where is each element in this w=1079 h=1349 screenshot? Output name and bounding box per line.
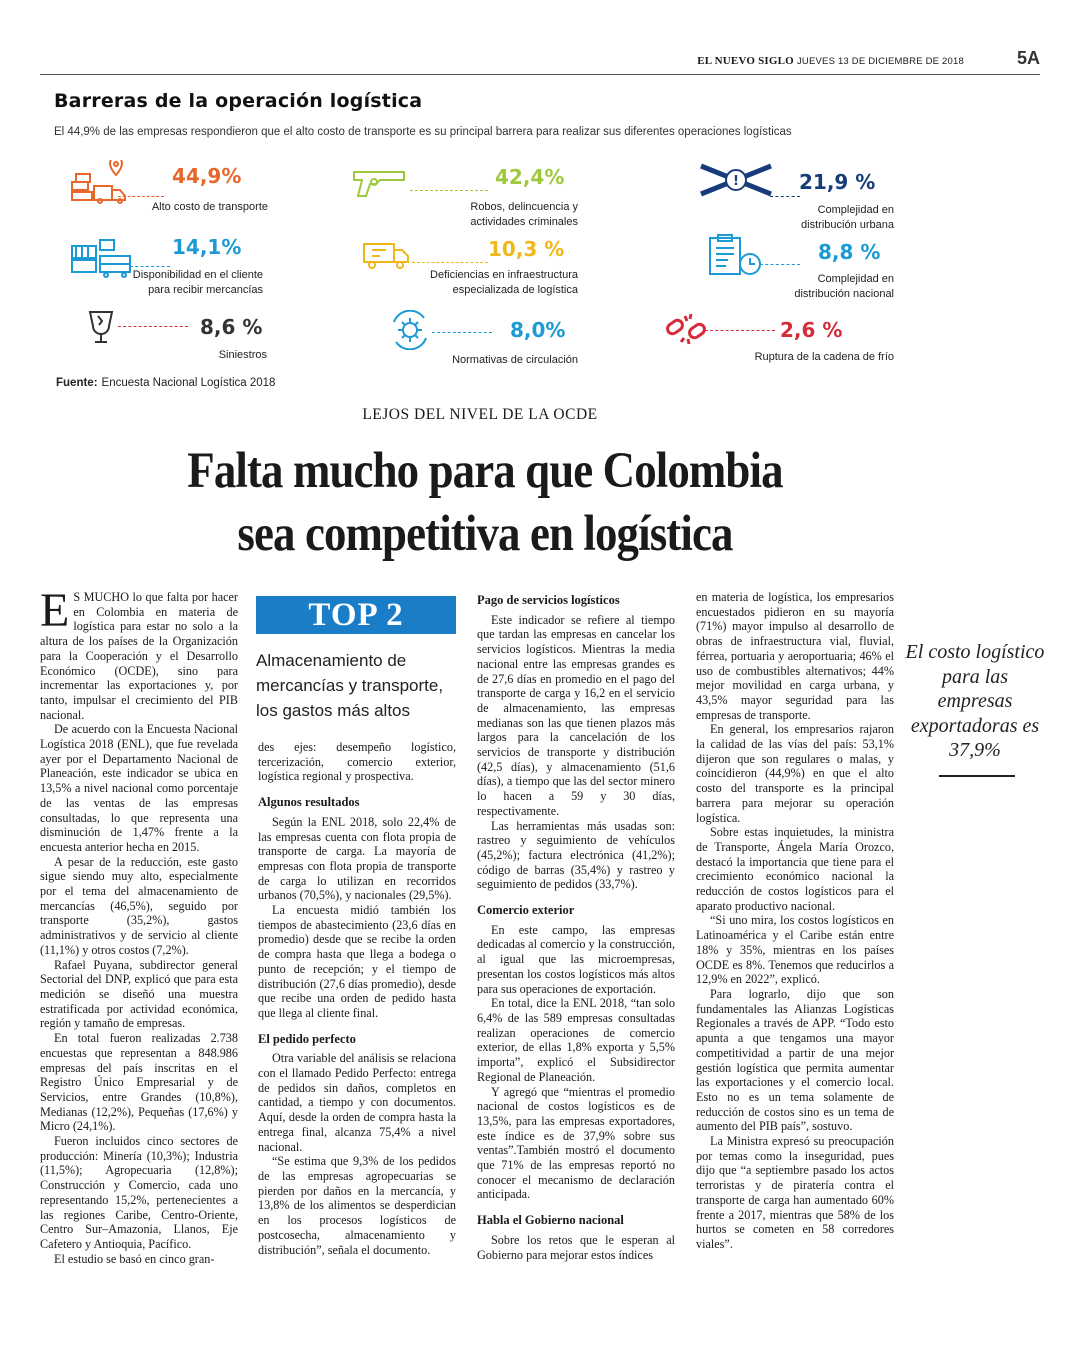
stat-label: Complejidad en distribución urbana [801,204,894,231]
truck-location-icon [70,160,136,204]
road-barrier-icon [695,160,781,200]
article-column-1: E S MUCHO lo que falta por hacer en Colombia en materia de logística para estar no solo a la altura de los países de la Organización para la Cooperación y el Desarrollo Económico (OCDE), sino para incrementar las exportaciones y, por tanto, impulsar el crecimiento del PIB nacional. De acuerdo con la Encuesta Nacional Logística 2018 (ENL), que fue revelada ayer por el Departamento Nacional de Planeación, este indicador se ubica en 13,5% a nivel nacional como porcentaje de las ventas de las empresas consultadas, lo que representa una disminución de 1,47% frente a la encuesta anterior hecha en 2015. A pesar de la reducción, este gasto sigue siendo muy alto, especialmente por el tema del almacenamiento de mercancías (46,5%), seguido por transporte (35,2%), gastos administrativos y de servicio al cliente (11,1%) y otros costos (7,2%). Rafael Puyana, subdirector general Sectorial del DNP, explicó que para esta medición se diseñó una muestra estratificada por actividad económica, región y tamaño de empresas. En total fueron realizadas 2.738 encuestas que representan a 848.986 empresas del país inscritas en el Registro Único Empresarial y de Servicios, entre Grandes (10,8%), Medianas (12,2%), Pequeñas (17,6%) y Micro (24,1%). Fueron incluidos cinco sectores de producción: Minería (10,3%); Industria (11,5%); Agropecuaria (12,8%); Construcción y Comercio, cada uno representando 15,2%, pertenecientes a las regiones Caribe, Centro-Oriente, Centro Sur–Amazonia, Llanos, Eje Cafetero y Antioquia, Pacífico. El estudio se basó en cinco gran- [40,584,238,1266]
dashed-connector [412,262,488,263]
stat-value: 8,6 % [200,315,263,339]
paragraph: La Ministra expresó su preocupación por temas como la inseguridad, pues dijo que “a septiembre pasado los actos terroristas y de piratería contra el transporte de carga han aumentado 60% frente a 2017, mientras que 58% de los hurtos se cometen en 58 corredores viales”. [696,1134,894,1251]
infographic-title: Barreras de la operación logística [54,90,423,112]
page-number: 5A [1016,48,1040,68]
dashed-connector [130,266,170,267]
stat-value: 21,9 % [799,170,876,194]
dashed-connector [118,196,164,197]
paragraph: Sobre los retos que le esperan al Gobierno para mejorar estos índices [477,1232,675,1262]
section-heading: El pedido perfecto [258,1031,356,1046]
paragraph: En este campo, las empresas dedicadas al comercio y la construcción, al igual que las microempresas, presentan los costos logísticos más altos para sus operaciones de exportación. [477,922,675,996]
paragraph: En total, dice la ENL 2018, “tan solo 6,4% de las 589 empresas consultadas realizan operaciones de comercio exterior, de ellas 1,8% exporta y 5,5% importa”, explicó el Subsidirector Regional de Planeación. [477,996,675,1084]
paragraph: Otra variable del análisis se relaciona con el llamado Pedido Perfecto: entrega de pedidos sin daños, completos en cantidad, a tiempo y con documentos. Aquí, desde la orden de compra hasta la entrega final, alcanza 75,4% a nivel nacional. [258,1051,456,1154]
paragraph: El estudio se basó en cinco gran- [54,1251,215,1266]
svg-text:!: ! [733,174,739,189]
masthead [40,50,1040,75]
stat-label: Robos, delincuencia y actividades criminales [470,201,578,228]
stat-value: 8,0% [510,318,566,342]
stat-value: 14,1% [172,235,242,259]
broken-chain-icon [665,312,709,346]
article-kicker: LEJOS DEL NIVEL DE LA OCDE [362,406,598,423]
paragraph: des ejes: desempeño logístico, tercerización, comercio exterior, logística regional y prospectiva. [258,740,456,784]
paragraph: De acuerdo con la Encuesta Nacional Logística 2018 (ENL), que fue revelada ayer por el Departamento Nacional de Planeación, este indicador se ubica en 13,5% a nivel nacional como porcentaje de las ventas de las empresas consultadas, lo que representa una disminución de 1,47% frente a la encuesta anterior hecha en 2015. [40,722,238,854]
paragraph: En total fueron realizadas 2.738 encuestas que representan a 848.986 empresas del país inscritas en el Registro Único Empresarial y de Servicios, entre Grandes (10,8%), Medianas (12,2%), Pequeñas (17,6%) y Micro (24,1%). [40,1031,238,1134]
article-column-4 [696,590,894,1252]
stat-label: Complejidad en distribución nacional [794,273,894,300]
paragraph: Sobre estas inquietudes, la ministra de Transporte, Ángela María Orozco, destacó la importancia que tiene para el crecimiento económico nacional la reducción de costos logísticos para el aparato productivo nacional. [696,825,894,913]
stat-value: 44,9% [172,164,242,188]
stat-label: Alto costo de transporte [151,201,268,213]
paragraph: Este indicador se refiere al tiempo que tardan las empresas en cancelar los servicios logísticos. Mientras la media nacional entre las empresas grandes es de 27,6 días en promedio en el pago del transporte de carga y 16,2 en el servicio de almacenamiento, las empresas medianas son las que tienen plazos más largos para la cancelación de los servicios de transporte y distribución (42,5 días), y almacenamiento (51,6 días), a tiempo que las del sector minero lo hacen a 59 y 30 días, respectivamente. [477,612,675,818]
issue-date: JUEVES 13 DE DICIEMBRE DE 2018 [796,56,964,67]
article-column-3 [477,590,675,1262]
stat-value: 8,8 % [818,240,881,264]
section-heading: Algunos resultados [258,795,360,810]
paragraph: Las herramientas más usadas son: rastreo y seguimiento de vehículos (45,2%); factura electrónica (41,2%); código de barras (35,4%) y rastreo y seguimiento de pedidos (33,7%). [477,818,675,892]
dashed-connector [760,264,800,265]
stat-label: Normativas de circulación [452,354,578,366]
stat-label: Deficiencias en infraestructura especializada de logística [430,269,578,296]
top2-badge: TOP 2 [256,596,456,634]
stat-value: 42,4% [495,165,565,189]
pull-quote: El costo logístico para las empresas exportadoras es 37,9% [905,641,1045,761]
clipboard-clock-icon [706,234,766,278]
paragraph: Y agregó que “mientras el promedio nacional de costos logísticos es de 13,5%, para las empresas exportadores, este índice es de 37,9% sobre sus ventas”.También mostró el documento que 71% de las empresas reportó no conocer el mecanismo de declaración anticipada. [477,1084,675,1202]
paragraph: “Si uno mira, los costos logísticos en Latinoamérica y el Caribe están entre 18% y 35%, mientras en los países OCDE es 8%. Tenemos que reducirlos a 12,9% en 2022”, explicó. [696,913,894,987]
paragraph: en materia de logística, los empresarios encuestados pidieron en su mayoría (71%) mayor impulso al desarrollo de obras de infraestructura vial, fluvial, férrea, portuaria y aeroportuaria; 46% el uso de combustibles alternativos; 44% mejor movilidad en carga urbana, y 43,5% mayor seguridad para las empresas de transporte. [696,590,894,722]
paragraph: La encuesta midió también los tiempos de abastecimiento (23,6 días en promedio) desde que se recibe la orden de compra hasta que llega a bodega o punto de recepción; y el tiempo de distribución (27,6 días promedio), desde que recibe una orden de pedido hasta que llega al cliente final. [258,903,456,1020]
stat-label: Ruptura de la cadena de frío [754,351,894,363]
paragraph: A pesar de la reducción, este gasto sigue siendo muy alto, especialmente por el tema del almacenamiento de mercancías (46,5%), seguido por transporte (35,2%), gastos administrativos y de servicio al cliente (11,1%) y otros costos (7,2%). [40,854,238,957]
stat-value: 2,6 % [780,318,843,342]
article-column-2 [258,740,456,1257]
dashed-connector [432,332,492,333]
article-headline: Falta mucho para que Colombia sea competitiva en logística [187,443,783,562]
dashed-connector [770,196,800,197]
infographic-subtitle: El 44,9% de las empresas respondieron que el alto costo de transporte es su principal barrera para realizar sus diferentes operaciones logísticas [54,126,792,138]
dashed-connector [410,190,488,191]
paragraph: Para lograrlo, dijo que son fundamentales las Alianzas Logísticas Regionales a través de APP. “Todo esto apunta a que tengamos una mayor competitividad a partir de una mejor gestión logística que permita aumentar las exportaciones y el comercio local. Esto no es un tema solamente de reducción de costos sino es un tema de aumento del PIB país”, sostuvo. [696,986,894,1134]
newspaper-name: EL NUEVO SIGLO JUEVES 13 DE DICIEMBRE DE 2018 [697,55,964,67]
delivery-truck-icon [362,240,412,270]
section-heading: Comercio exterior [477,903,575,918]
top2-description: Almacenamiento de mercancías y transporte, los gastos más altos [256,651,444,720]
stat-value: 10,3 % [488,237,565,261]
paragraph: Según la ENL 2018, solo 22,4% de las empresas cuenta con flota propia de transporte de carga. La mayoría de empresas con flota propia de transporte de carga lo utilizan en recorridos urbanos (70,5%), y nacionales (29,5%). [258,814,456,903]
section-heading: Pago de servicios logísticos [477,593,620,607]
pull-quote-rule [939,775,1015,777]
paragraph: Fueron incluidos cinco sectores de producción: Minería (10,3%); Industria (11,5%); Agropecuaria (12,8%); Construcción y Comercio, cada uno representando 15,2%, pertenecientes a las regiones Caribe, Centro-Oriente, Centro Sur–Amazonia, Llanos, Eje Cafetero y Antioquia, Pacífico. [40,1134,238,1251]
gear-cycle-icon [388,310,432,350]
broken-glass-icon [86,310,116,344]
infographic-source: Fuente: Encuesta Nacional Logística 2018 [56,377,276,389]
drop-cap: E [40,584,70,637]
dashed-connector [118,326,188,327]
stat-label: Siniestros [218,349,267,361]
gun-icon [352,168,410,198]
section-heading: Habla el Gobierno nacional [477,1213,624,1228]
dashed-connector [705,330,775,331]
stat-label: Disponibilidad en el cliente para recibir mercancías [132,269,263,296]
paragraph: “Se estima que 9,3% de los pedidos de las empresas agropecuarias se pierden por daños en la mercancía, y 13,8% de los alimentos se desperdician en los procesos logísticos de postcosecha, almacenamiento y distribución”, señala el documento. [258,1154,456,1257]
paragraph: En general, los empresarios rajaron la calidad de las vías del país: 53,1% dijeron que son regulares o malas, y coincidieron (44,9%) en que el alto costo del transporte es la principal barrera para mejorar su operación logística. [696,722,894,825]
warehouse-icon [70,238,134,278]
paragraph: Rafael Puyana, subdirector general Sectorial del DNP, explicó que para esta medición se diseñó una muestra estratificada por actividad económica, región y tamaño de empresas. [40,957,238,1031]
